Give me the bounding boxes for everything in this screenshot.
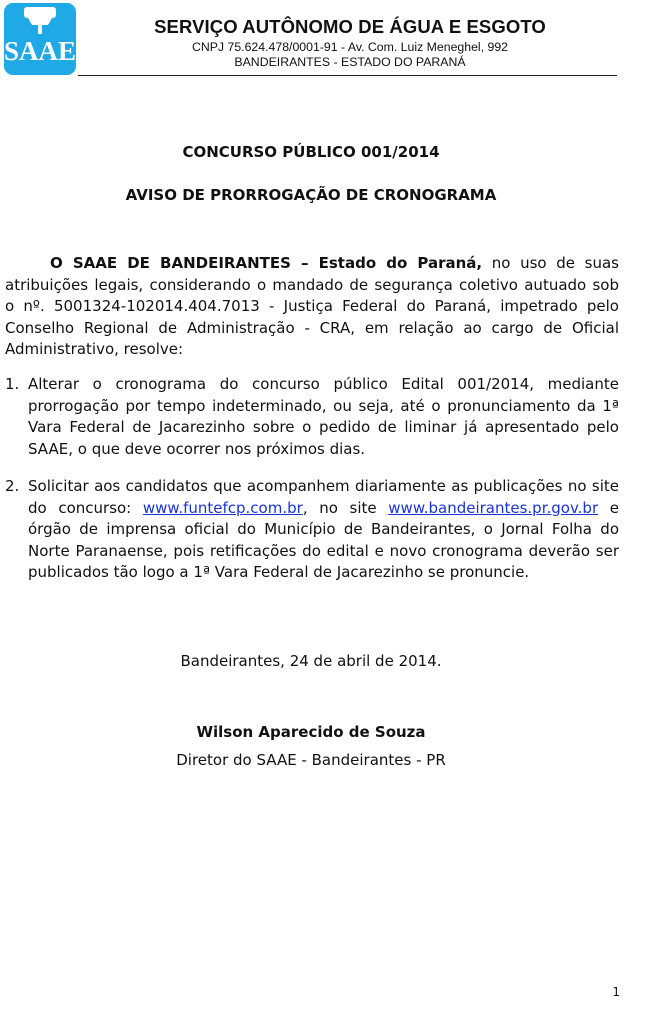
org-name: SERVIÇO AUTÔNOMO DE ÁGUA E ESGOTO: [154, 16, 546, 37]
header-divider: [78, 75, 617, 76]
item-number: 2.: [5, 477, 20, 495]
page-number: 1: [612, 985, 620, 999]
signatory-name: Wilson Aparecido de Souza: [196, 723, 426, 741]
document-title: CONCURSO PÚBLICO 001/2014: [182, 143, 440, 161]
saae-logo: [4, 3, 76, 75]
document-subtitle: AVISO DE PRORROGAÇÃO DE CRONOGRAMA: [125, 186, 497, 204]
org-location: BANDEIRANTES - ESTADO DO PARANÁ: [234, 55, 466, 69]
funtefcp-link[interactable]: www.funtefcp.com.br: [142, 498, 303, 517]
list-item: [5, 374, 619, 460]
intro-bold: O SAAE DE BANDEIRANTES – Estado do Paraná,: [50, 254, 483, 272]
date-line: Bandeirantes, 24 de abril de 2014.: [180, 652, 442, 670]
bandeirantes-link[interactable]: www.bandeirantes.pr.gov.br: [388, 498, 599, 517]
intro-paragraph: [5, 253, 619, 361]
list-item: [5, 476, 619, 584]
org-address: CNPJ 75.624.478/0001-91 - Av. Com. Luiz Meneghel, 992: [191, 40, 509, 54]
intro-text: no uso de suas atribuições legais, considerando o mandado de segurança coletivo autuado sob o nº. 5001324-102014.404.7013 - Justiça Federal do Paraná, impetrado pelo Conselho Regional de Administração - CRA, em relação ao cargo de Oficial Administrativo, resolve:: [5, 254, 619, 358]
item-text: Alterar o cronograma do concurso público Edital 001/2014, mediante prorrogação por tempo indeterminado, ou seja, até o pronunciamento da 1ª Vara Federal de Jacarezinho sobre o pedido de liminar já apresentado pelo SAAE, o que deve ocorrer nos próximos dias.: [28, 375, 619, 458]
logo-text: SAAE: [4, 36, 76, 66]
signatory-role: Diretor do SAAE - Bandeirantes - PR: [176, 751, 446, 769]
item-text: Solicitar aos candidatos que acompanhem diariamente as publicações no site do concurso: www.funtefcp.com.br, no site www.bandeirantes.pr.gov.br e órgão de imprensa oficial do Município de Bandeirantes, o Jornal Folha do Norte Paranaense, pois retificações do edital e novo cronograma deverão ser publicados tão logo a 1ª Vara Federal de Jacarezinho se pronuncie.: [28, 477, 619, 581]
item-number: 1.: [5, 375, 20, 393]
